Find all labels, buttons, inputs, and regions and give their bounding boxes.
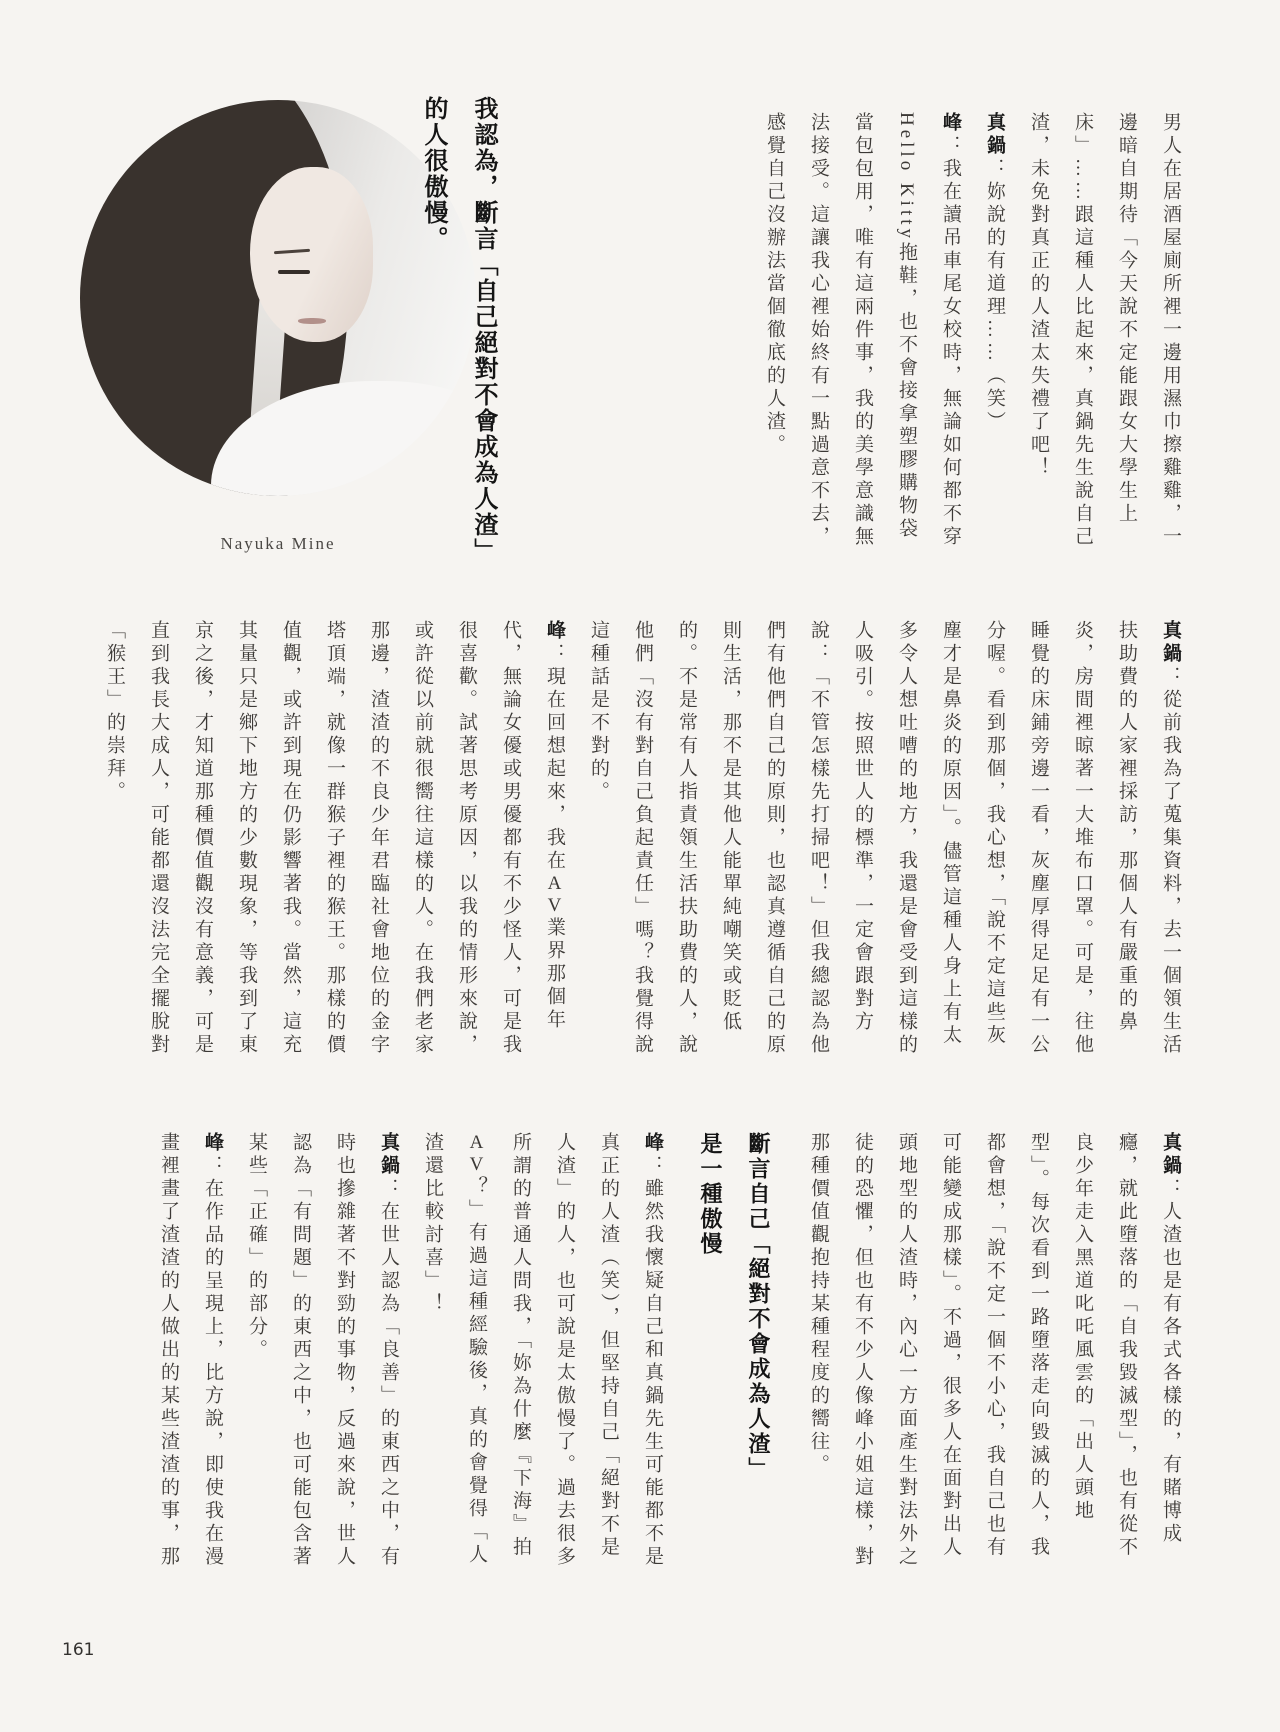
- section-subhead-line: 是一種傲慢: [698, 1132, 723, 1257]
- text-band-bottom: [146, 1132, 1192, 1580]
- paragraph-text: ：人渣也是有各式各樣的，有賭博成癮，就此墮落的「自我毀滅型」，也有從不良少年走入黑道叱吒風雲的「出人頭地型」。每次看到一路墮落走向毀滅的人，我都會想，「說不定一個不小心，我自己也有可能變成那樣」。不過，很多人在面對出人頭地型的人渣時，內心一方面產生對法外之徒的恐懼，但也有不少人像峰小姐這樣，對那種價值觀抱持某種程度的嚮往。: [808, 1132, 1181, 1569]
- pull-quote-headline: [408, 96, 508, 574]
- speaker-label-manabe: 真鍋: [1160, 1132, 1181, 1178]
- paragraph: [410, 1132, 674, 1580]
- speaker-label-manabe: 真鍋: [984, 112, 1005, 158]
- page-number: 161: [62, 1640, 95, 1660]
- paragraph-text: 男人在居酒屋廁所裡一邊用濕巾擦雞雞，一邊暗自期待「今天說不定能跟女大學生上床」……跟這種人比起來，真鍋先生說自己渣，未免對真正的人渣太失禮了吧！: [1028, 112, 1181, 549]
- pull-quote-line: 的人很傲慢。: [420, 96, 446, 252]
- paragraph-text: ：在作品的呈現上，比方說，即使我在漫畫裡畫了渣渣的人做出的某些渣渣的事，那: [158, 1132, 223, 1569]
- photo-caption: Nayuka Mine: [220, 534, 336, 553]
- portrait-eye: [278, 270, 310, 274]
- speaker-label-mine: 峰: [940, 112, 961, 135]
- paragraph-text: ：妳說的有道理……（笑）: [984, 158, 1005, 434]
- speaker-label-mine: 峰: [544, 620, 565, 643]
- paragraph: [1016, 112, 1192, 554]
- portrait-lips: [298, 318, 326, 324]
- section-subhead-line: 斷言自己「絕對不會成為人渣」: [746, 1132, 771, 1482]
- paragraph: [92, 620, 576, 1064]
- paragraph-text: ：現在回想起來，我在AV業界那個年代，無論女優或男優都有不少怪人，可是我很喜歡。試著思考原因，以我的情形來說，或許從以前就很嚮往這樣的人。在我們老家那邊，渣渣的不良少年君臨社會地位的金字塔頂端，就像一群猴子裡的猴王。那樣的價值觀，或許到現在仍影響著我。當然，這充其量只是鄉下地方的少數現象，等我到了東京之後，才知道那種價值觀沒有意義，可是直到我長大成人，可能都還沒法完全擺脫對「猴王」的崇拜。: [104, 620, 565, 1057]
- paragraph: [752, 112, 972, 554]
- paragraph-text: ：在世人認為「良善」的東西之中，有時也摻雜著不對勁的事物，反過來說，世人認為「有問題」的東西之中，也可能包含著某些「正確」的部分。: [246, 1132, 399, 1569]
- paragraph-text: ：我在讀吊車尾女校時，無論如何都不穿Hello Kitty拖鞋，也不會接拿塑膠購物袋當包包用，唯有這兩件事，我的美學意識無法接受。這讓我心裡始終有一點過意不去，感覺自己沒辦法當個徹底的人渣。: [764, 112, 961, 549]
- paragraph-text: ：從前我為了蒐集資料，去一個領生活扶助費的人家裡採訪，那個人有嚴重的鼻炎，房間裡晾著一大堆布口罩。可是，往他睡覺的床鋪旁邊一看，灰塵厚得足足有一公分喔。看到那個，我心想，「說不定這些灰塵才是鼻炎的原因」。儘管這種人身上有太多令人想吐嘈的地方，我還是會受到這樣的人吸引。按照世人的標準，一定會跟對方說：「不管怎樣先打掃吧！」但我總認為他們有他們自己的原則，也認真遵循自己的原則生活，那不是其他人能單純嘲笑或貶低的。不是常有人指責領生活扶助費的人，說他們「沒有對自己負起責任」嗎？我覺得說這種話是不對的。: [588, 620, 1181, 1057]
- text-band-middle: [92, 620, 1192, 1064]
- section-subhead: [686, 1132, 782, 1580]
- paragraph-text: ：雖然我懷疑自己和真鍋先生可能都不是真正的人渣（笑），但堅持自己「絕對不是人渣」的人，也可說是太傲慢了。過去很多所謂的普通人問我，「妳為什麼『下海』拍AV？」有過這種經驗後，真的會覺得「人渣還比較討喜」！: [422, 1132, 663, 1569]
- speaker-label-mine: 峰: [642, 1132, 663, 1155]
- speaker-label-mine: 峰: [202, 1132, 223, 1155]
- speaker-label-manabe: 真鍋: [1160, 620, 1181, 666]
- text-band-top: [752, 112, 1192, 554]
- paragraph: [234, 1132, 410, 1580]
- paragraph: [576, 620, 1192, 1064]
- portrait-face: [250, 167, 373, 341]
- paragraph: [146, 1132, 234, 1580]
- speaker-label-manabe: 真鍋: [378, 1132, 399, 1178]
- paragraph: [972, 112, 1016, 554]
- paragraph: [796, 1132, 1192, 1580]
- pull-quote-line: 我認為，斷言「自己絕對不會成為人渣」: [470, 96, 496, 564]
